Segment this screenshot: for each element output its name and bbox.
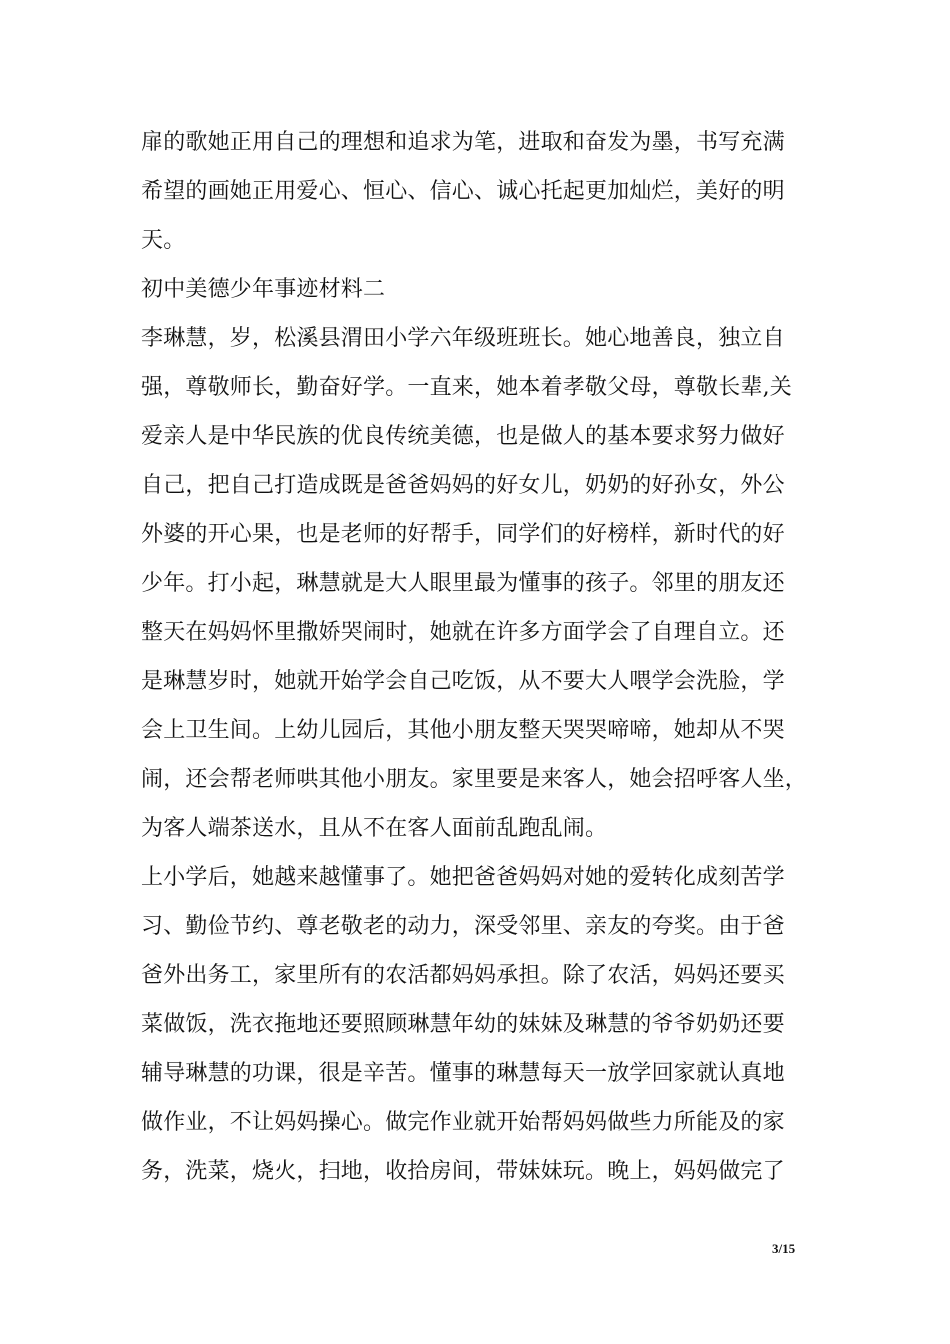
text-line: 辅导琳慧的功课，很是辛苦。懂事的琳慧每天一放学回家就认真地 (141, 1061, 785, 1086)
text-line: 外婆的开心果，也是老师的好帮手，同学们的好榜样，新时代的好 (141, 522, 785, 547)
text-line: 爱亲人是中华民族的优良传统美德，也是做人的基本要求努力做好 (141, 424, 785, 449)
text-line: 李琳慧，岁，松溪县渭田小学六年级班班长。她心地善良，独立自 (141, 326, 785, 351)
text-line: 做作业，不让妈妈操心。做完作业就开始帮妈妈做些力所能及的家 (141, 1110, 785, 1135)
page-number: 3/15 (772, 1241, 796, 1256)
text-line: 菜做饭，洗衣拖地还要照顾琳慧年幼的妹妹及琳慧的爷爷奶奶还要 (141, 1012, 785, 1037)
text-line: 希望的画她正用爱心、恒心、信心、诚心托起更加灿烂，美好的明 (141, 179, 785, 204)
text-line: 会上卫生间。上幼儿园后，其他小朋友整天哭哭啼啼，她却从不哭 (141, 718, 785, 743)
text-line: 自己，把自己打造成既是爸爸妈妈的好女儿，奶奶的好孙女，外公 (141, 473, 785, 498)
text-line: 天。 (141, 228, 186, 253)
text-line: 务，洗菜，烧火，扫地，收拾房间，带妹妹玩。晚上，妈妈做完了 (141, 1159, 785, 1184)
document-body (141, 118, 833, 1196)
section-heading: 初中美德少年事迹材料二 (141, 277, 386, 302)
text-line: 整天在妈妈怀里撒娇哭闹时，她就在许多方面学会了自理自立。还 (141, 620, 785, 645)
text-line: 为客人端茶送水，且从不在客人面前乱跑乱闹。 (141, 816, 608, 841)
text-line: 闹，还会帮老师哄其他小朋友。家里要是来客人，她会招呼客人坐， (141, 767, 808, 792)
text-line: 习、勤俭节约、尊老敬老的动力，深受邻里、亲友的夸奖。由于爸 (141, 914, 785, 939)
text-line: 爸外出务工，家里所有的农活都妈妈承担。除了农活，妈妈还要买 (141, 963, 785, 988)
text-line: 扉的歌她正用自己的理想和追求为笔，进取和奋发为墨，书写充满 (141, 130, 785, 155)
text-line: 强，尊敬师长，勤奋好学。一直来，她本着孝敬父母，尊敬长辈,关 (141, 375, 792, 400)
text-line: 是琳慧岁时，她就开始学会自己吃饭，从不要大人喂学会洗脸，学 (141, 669, 785, 694)
text-line: 少年。打小起，琳慧就是大人眼里最为懂事的孩子。邻里的朋友还 (141, 571, 785, 596)
text-line: 上小学后，她越来越懂事了。她把爸爸妈妈对她的爱转化成刻苦学 (141, 865, 785, 890)
